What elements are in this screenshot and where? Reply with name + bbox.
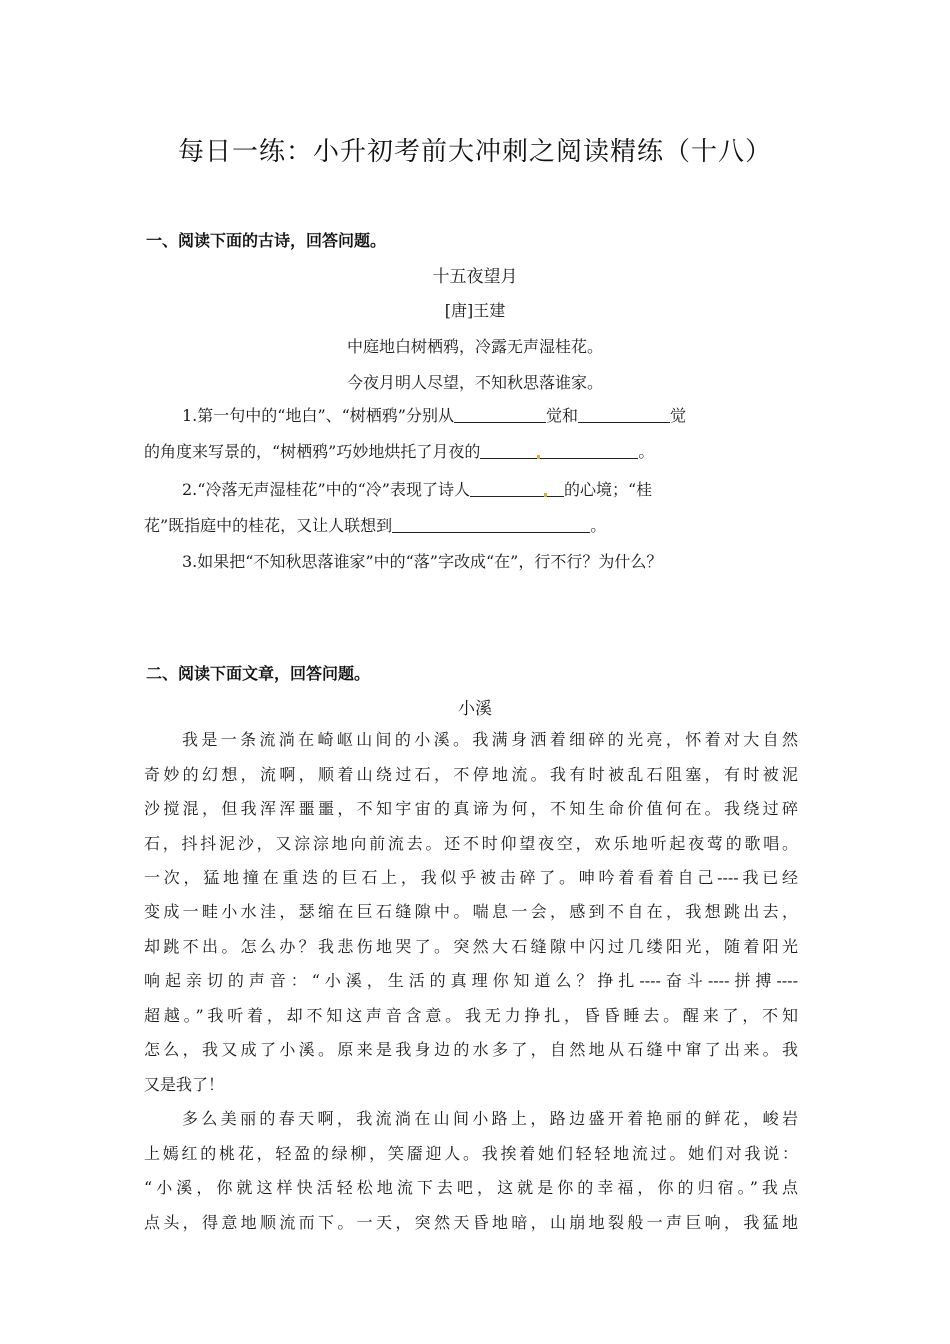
- essay-line: 变成一畦小水洼，瑟缩在巨石缝隙中。喘息一会，感到不自在，我想跳出去，: [144, 902, 798, 921]
- q1-text-a: 1.第一句中的“地白”、“树栖鸦”分别从: [182, 406, 454, 425]
- essay-line: 奇妙的幻想，流啊，顺着山绕过石，不停地流。我有时被乱石阻塞，有时被泥: [144, 765, 798, 784]
- q1-text-e: 。: [638, 442, 655, 461]
- poem-line-1: 中庭地白树栖鸦，冷露无声湿桂花。: [346, 337, 603, 356]
- poem-line-2: 今夜月明人尽望，不知秋思落谁家。: [346, 373, 603, 392]
- section1-heading: 一、阅读下面的古诗，回答问题。: [146, 231, 387, 250]
- essay-line: 我是一条流淌在崎岖山间的小溪。我满身洒着细碎的光亮，怀着对大自然: [182, 730, 798, 749]
- essay-line: 点头，得意地顺流而下。一天，突然天昏地暗，山崩地裂般一声巨响，我猛地: [144, 1213, 798, 1232]
- mark-dot: [544, 493, 547, 497]
- page-title: 每日一练：小升初考前大冲刺之阅读精练（十八）: [177, 137, 772, 167]
- q2-blank-2[interactable]: [392, 516, 590, 533]
- question-1-line-2: [144, 442, 654, 462]
- q2-text-b: 的心境；“桂: [564, 480, 653, 499]
- essay-line: 又是我了！: [144, 1075, 225, 1094]
- poem-title: 十五夜望月: [432, 267, 518, 287]
- q2-text-c: 花”既指庭中的桂花，又让人联想到: [144, 516, 393, 535]
- question-3: 3.如果把“不知秋思落谁家”中的“落”字改成“在”，行不行？为什么？: [182, 552, 663, 571]
- section2-heading: 二、阅读下面文章，回答问题。: [146, 664, 371, 683]
- q2-text-d: 。: [590, 516, 607, 535]
- q1-text-c: 觉: [670, 406, 687, 425]
- q1-blank-3[interactable]: [480, 442, 638, 459]
- essay-line: 沙搅混，但我浑浑噩噩，不知宇宙的真谛为何，不知生命价值何在。我绕过碎: [144, 799, 798, 818]
- question-2-line-1: [182, 480, 652, 500]
- essay-line: 响起亲切的声音：“小溪，生活的真理你知道么？挣扎----奋斗----拼搏----: [144, 971, 798, 990]
- q1-blank-2[interactable]: [578, 406, 670, 423]
- essay-line: 石，抖抖泥沙，又淙淙地向前流去。还不时仰望夜空，欢乐地听起夜莺的歌唱。: [144, 834, 798, 853]
- q1-text-b: 觉和: [546, 406, 579, 425]
- q2-blank-1[interactable]: [470, 480, 564, 497]
- essay-line: 一次，猛地撞在重迭的巨石上，我似乎被击碎了。呻吟着看着自己----我已经: [144, 868, 798, 887]
- essay-line: 却跳不出。怎么办？我悲伤地哭了。突然大石缝隙中闪过几缕阳光，随着阳光: [144, 937, 798, 956]
- mark-dot: [537, 455, 540, 459]
- essay-line: “小溪，你就这样快活轻松地流下去吧，这就是你的幸福，你的归宿。”我点: [144, 1178, 798, 1197]
- q1-blank-1[interactable]: [454, 406, 546, 423]
- essay-line: 上嫣红的桃花，轻盈的绿柳，笑靥迎人。我挨着她们轻轻地流过。她们对我说：: [144, 1144, 798, 1163]
- question-1-line-1: [182, 406, 686, 426]
- essay-line: 怎么，我又成了小溪。原来是我身边的水多了，自然地从石缝中窜了出来。我: [144, 1040, 798, 1059]
- essay-line: 超越。”我听着，却不知这声音含意。我无力挣扎，昏昏睡去。醒来了，不知: [144, 1006, 798, 1025]
- q2-text-a: 2.“冷落无声湿桂花”中的“冷”表现了诗人: [182, 480, 470, 499]
- essay-line: 多么美丽的春天啊，我流淌在山间小路上，路边盛开着艳丽的鲜花，峻岩: [182, 1109, 798, 1128]
- q1-text-d: 的角度来写景的，“树栖鸦”巧妙地烘托了月夜的: [144, 442, 481, 461]
- question-2-line-2: [144, 516, 606, 536]
- poem-author: [唐]王建: [444, 301, 506, 320]
- essay-title: 小溪: [458, 699, 492, 719]
